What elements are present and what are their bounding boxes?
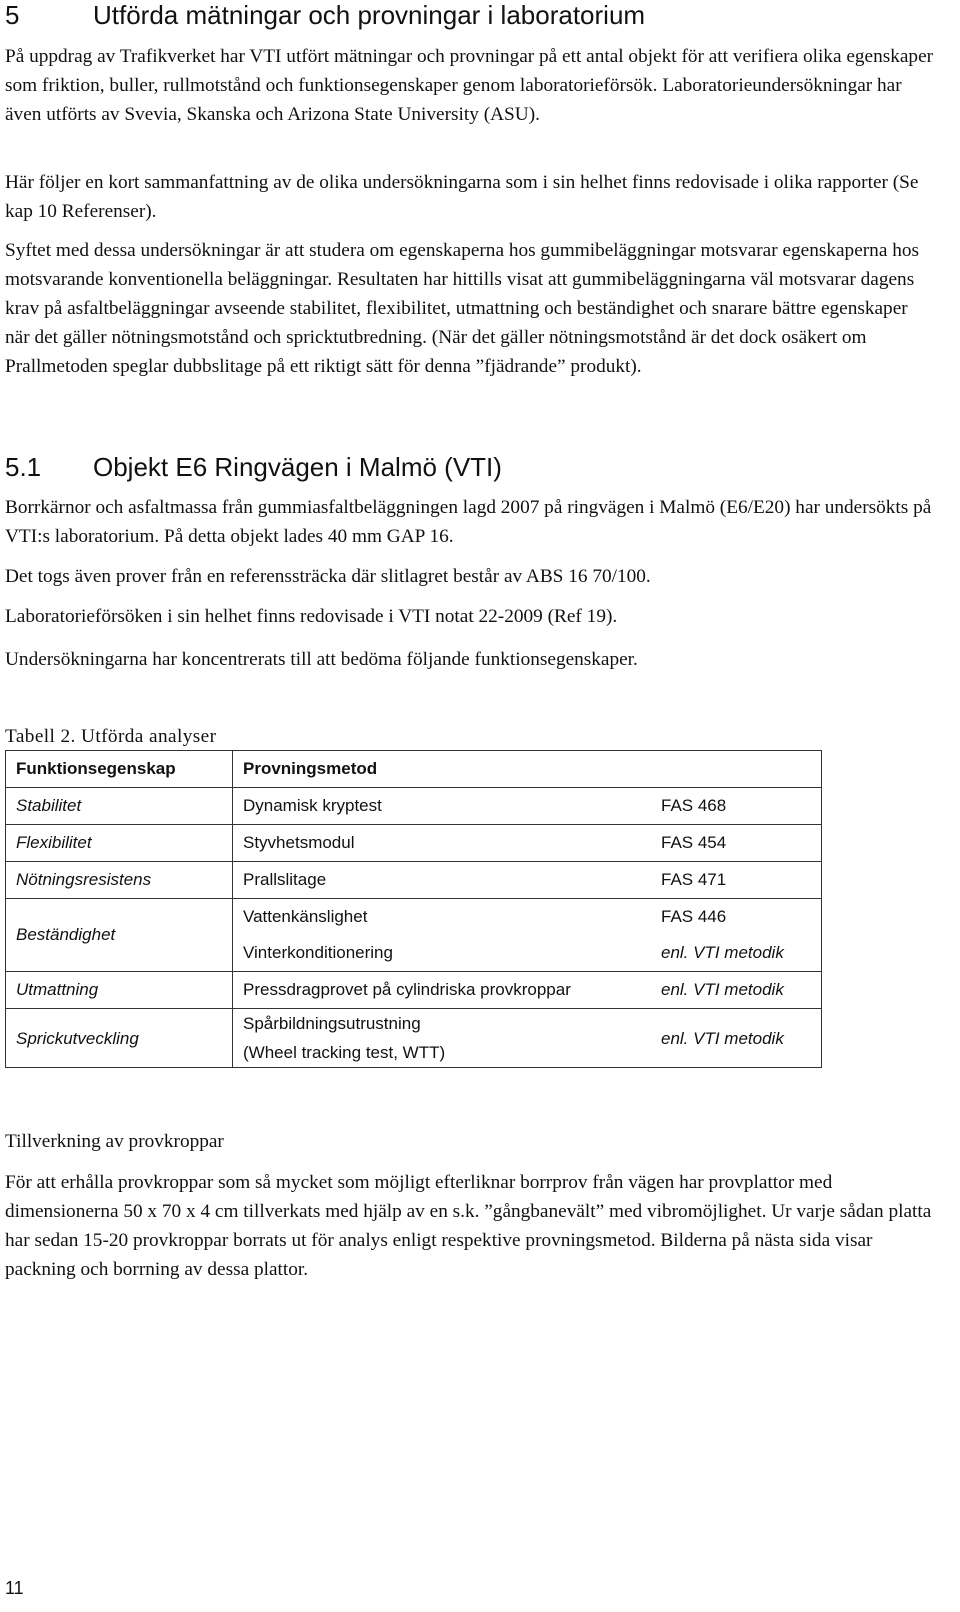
- paragraph: Borrkärnor och asfaltmassa från gummiasfaltbeläggningen lagd 2007 på ringvägen i Malmö (E6/E20) har undersökts på VTI:s laboratorium. På detta objekt lades 40 mm GAP 16.: [5, 497, 932, 547]
- paragraph: Syftet med dessa undersökningar är att studera om egenskaperna hos gummibeläggningar motsvarar egenskaperna hos motsvarande konventionella beläggningar. Resultaten har hittills visat att gummibeläggningarna väl motsvarar dagens krav på asfaltbeläggningar avseende stabilitet, flexibilitet, utmattning och beständighet och snarare bättre egenskaper när det gäller nötningsmotstånd och spricktutbredning. (När det gäller nötningsmotstånd är det dock osäkert om Prallmetoden speglar dubbslitage på ett riktigt sätt för denna ”fjädrande” produkt).: [5, 240, 919, 377]
- section-5-heading: [5, 0, 645, 32]
- standard-cell: FAS 468: [651, 788, 822, 825]
- property-cell: Nötningsresistens: [6, 862, 233, 899]
- standard-cell: FAS 446: [651, 899, 822, 936]
- table-row: [6, 825, 822, 862]
- method-cell: Vinterkonditionering: [233, 935, 652, 972]
- section-5-1-heading: [5, 450, 502, 484]
- paragraph: Det togs även prover från en referenssträcka där slitlagret består av ABS 16 70/100.: [5, 566, 651, 587]
- table-row: [6, 788, 822, 825]
- property-cell: Beständighet: [6, 899, 233, 972]
- page-number: 11: [5, 1578, 24, 1598]
- standard-cell: FAS 471: [651, 862, 822, 899]
- section-title: Utförda mätningar och provningar i laboratorium: [93, 0, 646, 30]
- paragraph: Laboratorieförsöken i sin helhet finns redovisade i VTI notat 22-2009 (Ref 19).: [5, 606, 618, 627]
- table-caption: Tabell 2. Utförda analyser: [5, 726, 217, 747]
- property-cell: Sprickutveckling: [6, 1009, 233, 1068]
- method-cell: Dynamisk kryptest: [233, 788, 652, 825]
- table-row: [6, 899, 822, 936]
- method-cell: Styvhetsmodul: [233, 825, 652, 862]
- analysis-table: [5, 750, 822, 1068]
- section-number: 5.1: [5, 452, 42, 482]
- standard-cell: FAS 454: [651, 825, 822, 862]
- table-row: [6, 1009, 822, 1068]
- property-cell: Utmattning: [6, 972, 233, 1009]
- table-header-row: [6, 751, 822, 788]
- method-line: Spårbildningsutrustning: [243, 1014, 421, 1033]
- standard-cell: enl. VTI metodik: [651, 972, 822, 1009]
- subheading: Tillverkning av provkroppar: [5, 1131, 224, 1152]
- property-cell: Flexibilitet: [6, 825, 233, 862]
- section-number: 5: [5, 0, 20, 30]
- method-cell: Prallslitage: [233, 862, 652, 899]
- paragraph: För att erhålla provkroppar som så mycket som möjligt efterliknar borrprov från vägen har provplattor med dimensionerna 50 x 70 x 4 cm tillverkats med hjälp av en s.k. ”gångbanevält” med vibromöjlighet. Ur varje sådan platta har sedan 15-20 provkroppar borrats ut för analys enligt respektive provningsmetod. Bilderna på nästa sida visar packning och borrning av dessa plattor.: [5, 1172, 932, 1280]
- paragraph: På uppdrag av Trafikverket har VTI utfört mätningar och provningar på ett antal objekt för att verifiera olika egenskaper som friktion, buller, rullmotstånd och funktionsegenskaper genom laboratorieförsök. Laboratorieundersökningar har även utförts av Svevia, Skanska och Arizona State University (ASU).: [5, 46, 934, 125]
- paragraph: Här följer en kort sammanfattning av de olika undersökningarna som i sin helhet finns redovisade i olika rapporter (Se kap 10 Referenser).: [5, 172, 919, 222]
- section-title: Objekt E6 Ringvägen i Malmö (VTI): [93, 452, 502, 482]
- method-cell: Pressdragprovet på cylindriska provkroppar: [233, 972, 652, 1009]
- header-cell: Provningsmetod: [233, 751, 822, 788]
- table-row: [6, 972, 822, 1009]
- standard-cell: enl. VTI metodik: [651, 1009, 822, 1068]
- method-line: (Wheel tracking test, WTT): [243, 1043, 446, 1062]
- property-cell: Stabilitet: [6, 788, 233, 825]
- method-cell: [233, 1009, 652, 1068]
- method-cell: Vattenkänslighet: [233, 899, 652, 936]
- table-row: [6, 862, 822, 899]
- paragraph: Undersökningarna har koncentrerats till att bedöma följande funktionsegenskaper.: [5, 649, 638, 670]
- standard-cell: enl. VTI metodik: [651, 935, 822, 972]
- header-cell: Funktionsegenskap: [6, 751, 233, 788]
